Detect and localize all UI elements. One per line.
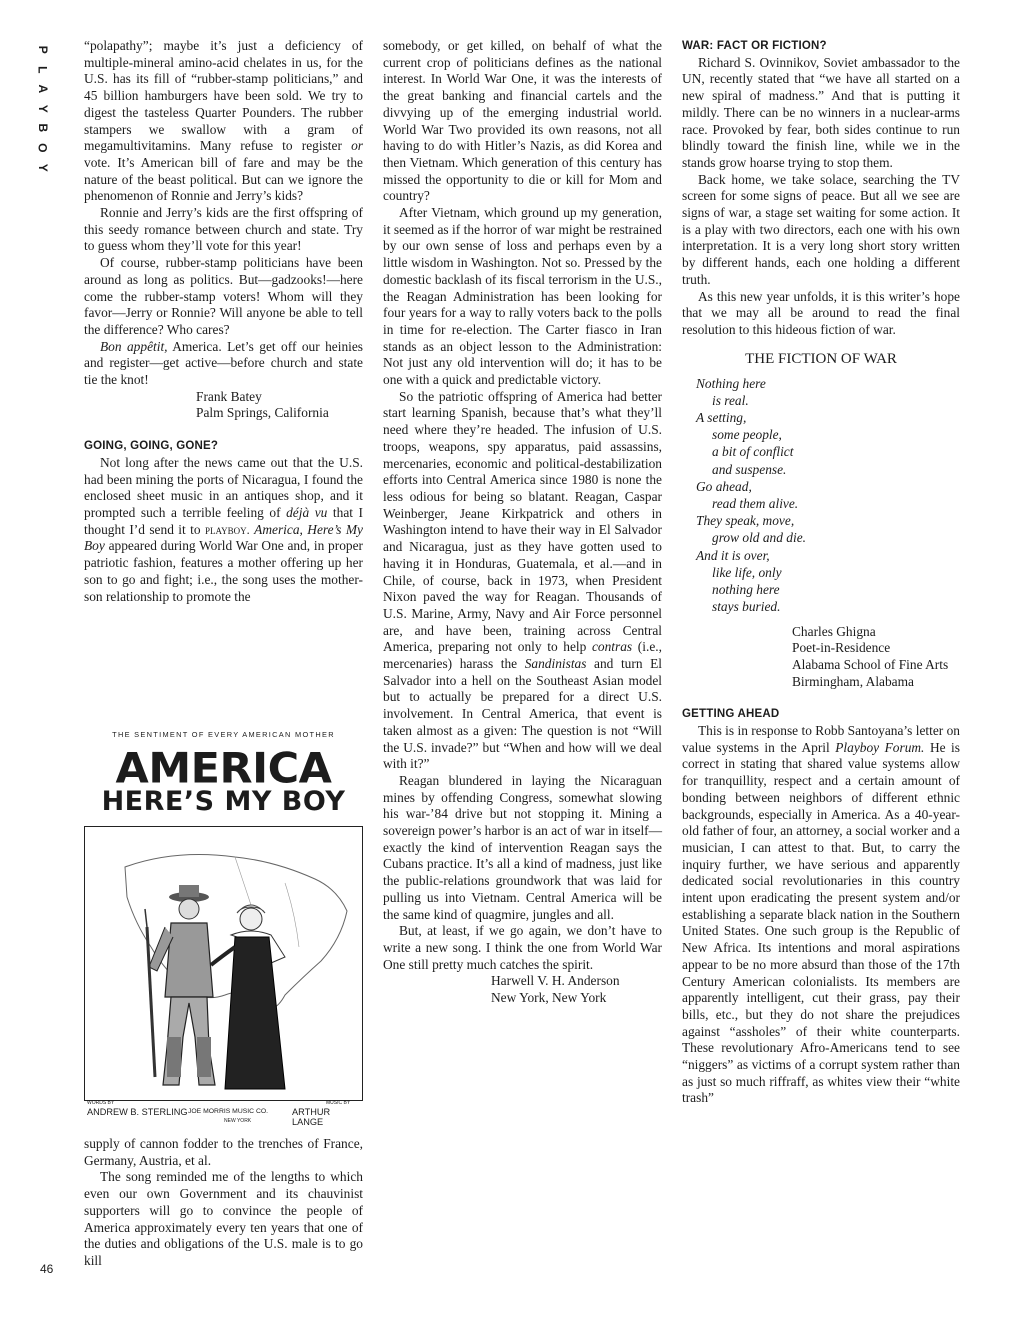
poem-title: THE FICTION OF WAR [745, 350, 897, 367]
poem-line: A setting, [696, 410, 747, 426]
letter-signature [84, 389, 363, 422]
letter-paragraph: Ronnie and Jerry’s kids are the first offspring of this seedy romance between church and state. Try to guess whom they’ll vote for this year! [84, 205, 363, 254]
signature-place: Birmingham, Alabama [792, 673, 914, 689]
letter-paragraph: Richard S. Ovinnikov, Soviet ambassador to the UN, recently stated that “we have all started on a new spiral of madness.” And that is putting it mildly. There can be no winners in a nuclear-arms race. Provoked by fear, both sides continue to run blindly toward the finish line, while we in the stands grow hoarse trying to stop them. [682, 54, 960, 170]
letter-paragraph: Of course, rubber-stamp politicians have been around as long as politics. But—gadzooks!—here come the rubber-stamp voters! Whom will they favor—Jerry or Ronnie? Will anyone be able to tell the difference? Who cares? [84, 255, 363, 337]
section-heading: WAR: FACT OR FICTION? [682, 40, 827, 52]
lyricist-name: ANDREW B. STERLING [87, 1107, 188, 1117]
signature-name: Charles Ghigna [792, 623, 876, 639]
column-2 [383, 38, 662, 1007]
page-number: 46 [40, 1262, 54, 1276]
letter-paragraph: As this new year unfolds, it is this writer’s hope that we may all be around to read the final resolution to this hideous fiction of war. [682, 288, 960, 337]
publisher-city: NEW YORK [224, 1118, 252, 1124]
masthead-letter: Y [35, 104, 50, 113]
letter-paragraph: somebody, or get killed, on behalf of what the current crop of politicians defines as the national interest. In World War One, it was the interests of the great banking and financial cartels and the divvying up of the emerging industrial world. World War Two provided its own reasons, not all having to do with Hitler’s Nazis, as did Korea and then Vietnam. Which generation of this century has missed the opportunity to die or kill for Mom and country? [383, 38, 662, 204]
column-3 [682, 38, 960, 1107]
masthead-logo [30, 40, 54, 177]
column-1-continued [84, 1136, 363, 1270]
music-by-label: MUSIC BY [326, 1100, 351, 1106]
masthead-letter: Y [35, 163, 50, 172]
signature-place: Palm Springs, California [196, 405, 329, 421]
poem-line: And it is over, [696, 547, 770, 563]
letter-paragraph: So the patriotic offspring of America had better start learning Spanish, because that’s what they’ll need where they’re headed. The infusion of U.S. troops, weapons, spy apparatus, paid assassins, mercenaries, economic and political-destabilization efforts into Central America since 1980 is none the less odious for being so blatant. Reagan, Caspar Weinberger, Jeane Kirkpatrick and others in Washington intend to have their way in El Salvador and Nicaragua, just as they have gotten used to having it in Honduras, Guatemala, et al.—and in Chile, of course, back in 1973, when President Nixon paved the way for Reagan. Thousands of U.S. Marine, Army, Navy and Air Force personnel are, and have been, training across Central America, preparing not only to help contras (i.e., mercenaries) harass the Sandinistas and turn El Salvador into a hell on the Southeast Asian model but to actually be prepared for a direct U.S. involvement. In Central America, that event is taken almost as a given: The question is not “Will the U.S. invade?” but “When and how will we deal with it?” [383, 388, 662, 772]
poem-line: nothing here [712, 582, 780, 598]
letter-paragraph: Bon appêtit, America. Let’s get off our heinies and register—get active—before church and state tie the knot! [84, 338, 364, 388]
sheet-music-cover [84, 730, 363, 1128]
letter-paragraph: But, at least, if we go again, we don’t have to write a new song. I think the one from World War One still pretty much catches the spirit. [383, 923, 662, 972]
letter-paragraph: supply of cannon fodder to the trenches of France, Germany, Austria, et al. [84, 1136, 363, 1168]
section-heading: GETTING AHEAD [682, 708, 780, 721]
poem-line: like life, only [712, 564, 782, 580]
letter-paragraph: The song reminded me of the lengths to which even our own Government and its chauvinist supporters will go to convince the people of America approximately every ten years that one of the duties and obligations of the U.S. male is to go kill [84, 1169, 363, 1268]
poem-line: stays buried. [712, 599, 781, 615]
poem-line: a bit of conflict [712, 444, 794, 460]
poem-line: read them alive. [712, 496, 799, 512]
poem-line: Go ahead, [696, 478, 752, 494]
letter-paragraph: Reagan blundered in laying the Nicaraguan mines by offending Congress, somewhat slowing his war-’84 drive but not stopping it. Mining a sovereign power’s harbor is an act of war in itself—exactly the kind of intervention Reagan says the Cubans practice. It’s all a kind of madness, just like the public-relations groundwork that was laid for pulling us into Vietnam. Central America will be the same kind of quagmire, jungles and all. [383, 772, 663, 922]
poem-line: Nothing here [696, 375, 766, 391]
masthead-letter: O [35, 143, 50, 153]
letter-paragraph: This is in response to Robb Santoyana’s letter on value systems in the April Playboy Forum. He is correct in stating that shared value systems allow for tranquillity, respect and a certain amount of bonding between neighbors of different ethnic backgrounds, especially in America. As a 40-year-old father of four, an attorney, a social worker and a musician, I can attest to that. But, to carry the inquiry further, we have serious and apparently dedicated social revolutionaries in this country intent upon eradicating the present system and/or establishing a separate black nation in the Southern United States. One such group is the Republic of New Africa. Its intentions and moral aspirations appear to be no more absurd than those of the 17th Century American colonialists. Its members are apparently intelligent, cut their grass, pay their bills, etc., but they do not share the prejudices against “assholes” of their white counterparts. These revolutionary Afro-Americans tend to see “niggers” as victims of a corrupt system rather than as just so much riffraff, as whites view their “white trash” [682, 723, 960, 1106]
section-heading: GOING, GOING, GONE? [84, 440, 219, 453]
signature-title: Poet-in-Residence [792, 640, 891, 656]
letter-paragraph: “polapathy”; maybe it’s just a deficiency of multiple-mineral amino-acid chelates in us, for the U.S. has its fill of “rubber-stamp politicians,” and 45 billion hamburgers have been sold. We try to digest the tasteless Quarter Pounders. The rubber stampers we swallow with a gram of megamultivitamins. Many refuse to register or vote. It’s American bill of fare and may be the nature of the beast political. But can we ignore the phenomenon of Ronnie and Jerry’s kids? [84, 38, 363, 204]
poem-line: They speak, move, [696, 513, 795, 529]
words-by-label: WORDS BY [87, 1100, 115, 1106]
letter-signature [383, 973, 662, 1006]
signature-name: Harwell V. H. Anderson [491, 973, 620, 989]
signature-place: New York, New York [491, 990, 607, 1006]
masthead-letter: L [35, 65, 50, 74]
masthead-letter: A [35, 84, 50, 94]
letter-paragraph: Back home, we take solace, searching the TV screen for some signs of peace. But all we see are signs of war, a stage set waiting for some action. It is a play with two directors, each one with his own interpretation. It is a very long short story written by different hands, each one holding a different truth. [682, 171, 960, 287]
signature-name: Frank Batey [196, 388, 262, 404]
composer-name: ARTHUR LANGE [292, 1107, 331, 1127]
sheet-music-credits [84, 1098, 363, 1128]
poem-line: grow old and die. [712, 530, 806, 546]
sheet-music-sentiment: THE SENTIMENT OF EVERY AMERICAN MOTHER [112, 730, 335, 739]
poem [696, 375, 960, 616]
publisher-name: JOE MORRIS MUSIC CO. [188, 1108, 269, 1115]
masthead-letter: B [35, 123, 50, 133]
column-1 [84, 38, 363, 605]
masthead-letter: P [35, 45, 50, 54]
signature-org: Alabama School of Fine Arts [792, 656, 949, 672]
letter-paragraph: After Vietnam, which ground up my generation, it seemed as if the horror of war might be restrained by our own sense of loss and perhaps even by a little wisdom in Washington. Not so. Pressed by the domestic backlash of its fiscal terrorism in the U.S., the Reagan Administration has been looking for four years for a way to rally voters back to the polls in time for re-election. The Carter fiasco in Iran stands as an object lesson to the Administration: Not just any old intervention will do; it has to be one with a quick and predictable victory. [383, 205, 662, 388]
soldier-and-mother-illustration [85, 827, 361, 1099]
sheet-music-subtitle: HERE’S MY BOY [101, 786, 346, 817]
letter-signature [682, 624, 960, 691]
letter-paragraph: Not long after the news came out that the U.S. had been mining the ports of Nicaragua, I found the enclosed sheet music in an antiques shop, and it prompted such a terrible feeling of déjà vu that I thought I’d send it to playboy. America, Here’s My Boy appeared during World War One and, in proper patriotic fashion, features a mother offering up her son to go and fight; i.e., the song uses the mother-son relationship to promote the [84, 454, 364, 604]
poem-line: and suspense. [712, 461, 787, 477]
sheet-music-title: AMERICA [115, 744, 332, 794]
poem-line: some people, [712, 427, 782, 443]
sheet-music-illustration [84, 826, 363, 1101]
poem-line: is real. [712, 392, 749, 408]
